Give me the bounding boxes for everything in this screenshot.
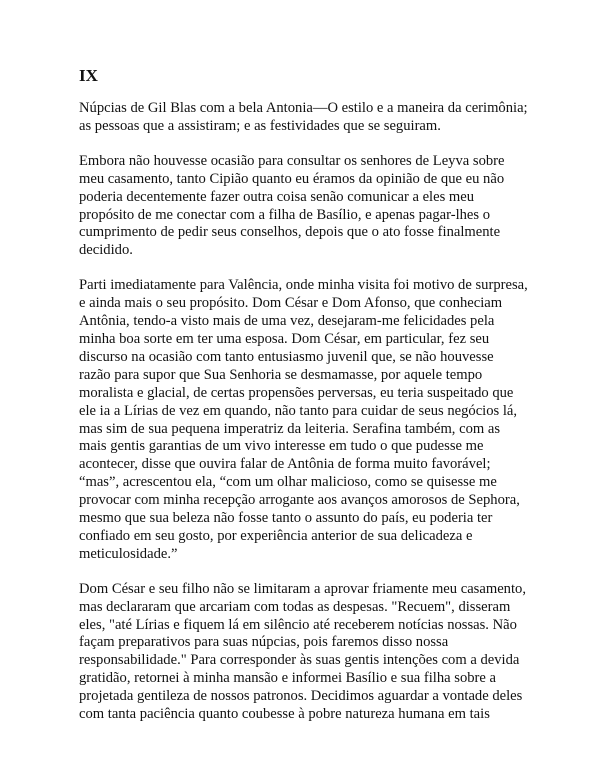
document-page	[79, 66, 528, 741]
paragraph: Embora não houvesse ocasião para consultar os senhores de Leyva sobre meu casamento, tanto Cipião quanto eu éramos da opinião de que eu não poderia decentemente fazer outra coisa senão comunicar a eles meu propósito de me conectar com a filha de Basílio, e apenas pagar-lhes o cumprimento de pedir seus conselhos, depois que o ato fosse finalmente decidido.	[79, 152, 505, 259]
chapter-summary: Núpcias de Gil Blas com a bela Antonia—O estilo e a maneira da cerimônia; as pessoas que a assistiram; e as festividades que se seguiram.	[79, 100, 528, 134]
paragraph: Parti imediatamente para Valência, onde minha visita foi motivo de surpresa, e ainda mais o seu propósito. Dom César e Dom Afonso, que conheciam Antônia, tendo-a visto mais de uma vez, desejaram-me felicidades pela minha boa sorte em ter uma esposa. Dom César, em particular, fez seu discurso na ocasião com tanto entusiasmo juvenil que, se não houvesse razão para supor que Sua Senhoria se desmamasse, por aquele tempo moralista e glacial, de certas propensões perversas, eu teria suspeitado que ele ia a Lírias de vez em quando, não tanto para cuidar de seus negócios lá, mas sim de sua pequena imperatriz da leiteria. Serafina também, com as mais gentis garantias de um vivo interesse em tudo o que pudesse me acontecer, disse que ouvira falar de Antônia de forma muito favorável; “mas”, acrescentou ela, “com um olhar malicioso, como se quisesse me provocar com minha recepção arrogante aos avanços amorosos de Sephora, mesmo que sua beleza não fosse tanto o assunto do país, eu poderia ter confiado em seu gosto, por experiência anterior de sua delicadeza e meticulosidade.”	[79, 277, 528, 562]
chapter-heading: IX	[79, 66, 98, 85]
paragraph: Dom César e seu filho não se limitaram a aprovar friamente meu casamento, mas declararam que arcariam com todas as despesas. "Recuem", disseram eles, "até Lírias e fiquem lá em silêncio até receberem notícias nossas. Não façam preparativos para suas núpcias, pois faremos disso nossa responsabilidade." Para corresponder às suas gentis intenções com a devida gratidão, retornei à minha mansão e informei Basílio e sua filha sobre a projetada gentileza de nossos patronos. Decidimos aguardar a vontade deles com tanta paciência quanto coubesse à pobre natureza humana em tais	[79, 580, 526, 723]
